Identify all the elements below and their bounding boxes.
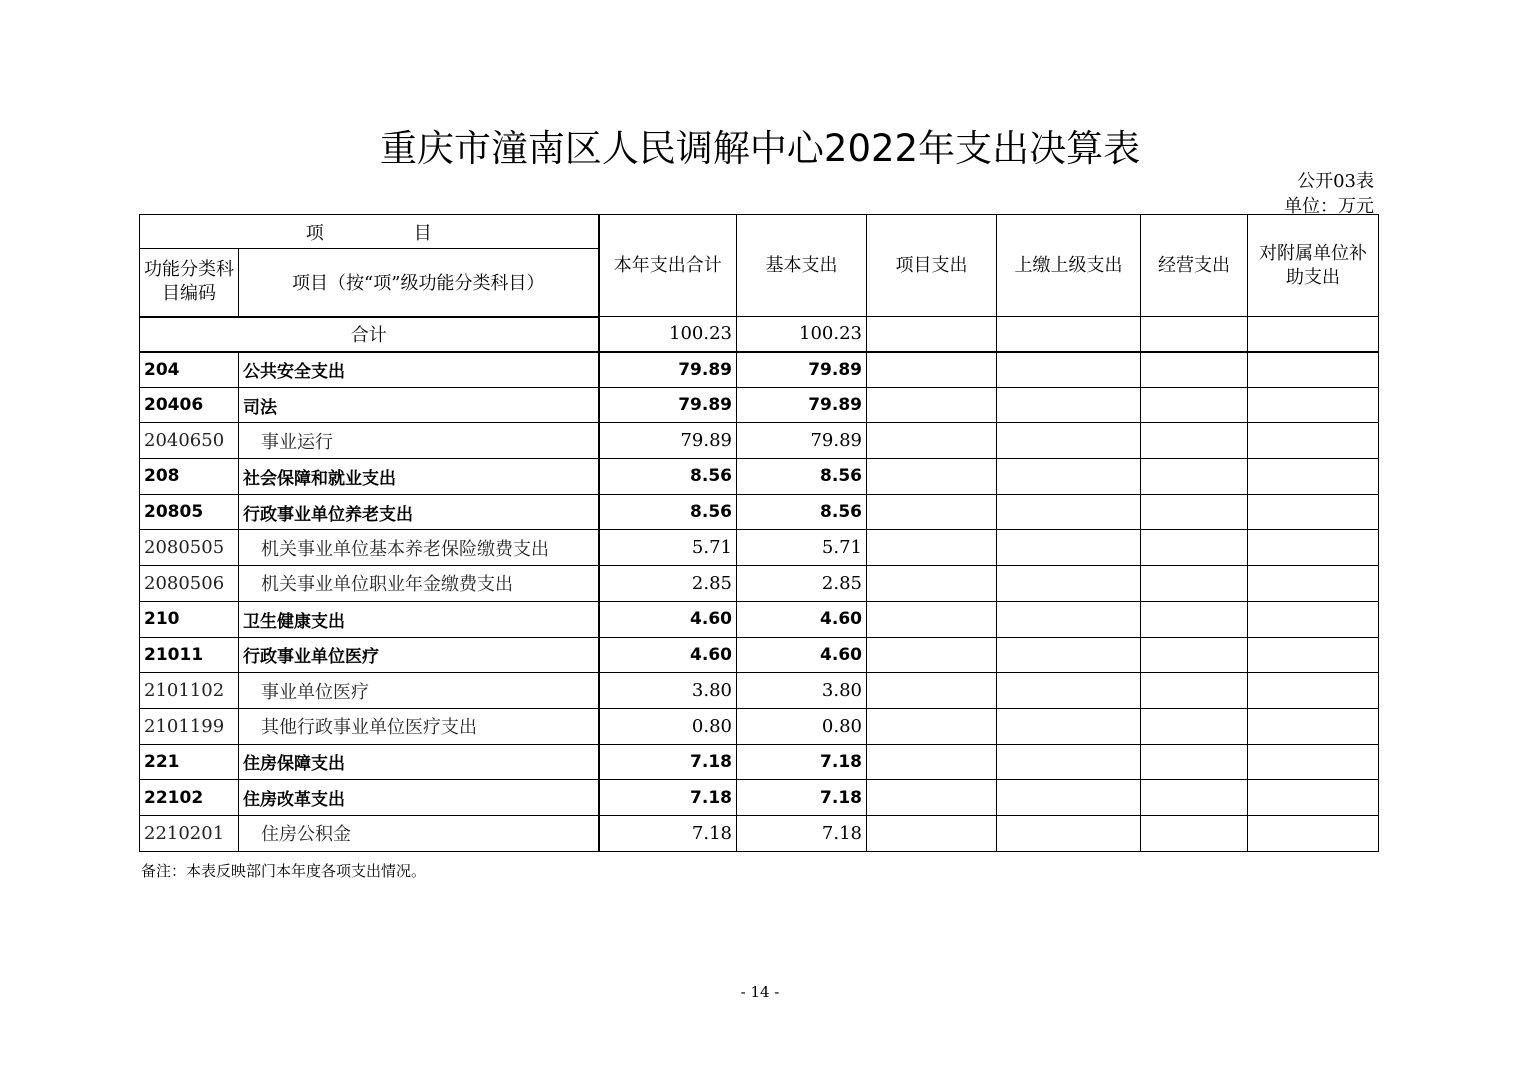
- code-cell: 2040650: [140, 423, 239, 459]
- table-row: [140, 744, 1379, 780]
- table-row: [140, 494, 1379, 530]
- total-cell: 8.56: [599, 494, 737, 530]
- empty-cell: [997, 566, 1141, 602]
- empty-cell: [1248, 637, 1379, 673]
- name-cell: 机关事业单位职业年金缴费支出: [239, 566, 599, 602]
- empty-cell: [1141, 637, 1248, 673]
- empty-cell: [1248, 387, 1379, 423]
- empty-cell: [997, 637, 1141, 673]
- empty-cell: [1248, 601, 1379, 637]
- empty-cell: [1248, 530, 1379, 566]
- basic-cell: 8.56: [737, 459, 867, 495]
- empty-cell: [1248, 815, 1379, 851]
- empty-cell: [1248, 744, 1379, 780]
- page-title: 重庆市潼南区人民调解中心2022年支出决算表: [379, 127, 1141, 170]
- empty-cell: [1141, 494, 1248, 530]
- empty-cell: [867, 530, 997, 566]
- basic-cell: 3.80: [737, 673, 867, 709]
- empty-cell: [1141, 673, 1248, 709]
- code-cell: 221: [140, 744, 239, 780]
- footnote: 备注：本表反映部门本年度各项支出情况。: [141, 862, 427, 880]
- header-item-name: 项目（按“项”级功能分类科目）: [239, 249, 599, 317]
- basic-cell: 79.89: [737, 387, 867, 423]
- total-cell: 0.80: [599, 708, 737, 744]
- total-cell: 3.80: [599, 673, 737, 709]
- table-row: [140, 566, 1379, 602]
- total-cell: 79.89: [599, 387, 737, 423]
- name-cell: 住房改革支出: [239, 780, 599, 816]
- name-cell: 事业运行: [239, 423, 599, 459]
- empty-cell: [867, 317, 997, 352]
- empty-cell: [997, 673, 1141, 709]
- table-row: [140, 673, 1379, 709]
- empty-cell: [997, 530, 1141, 566]
- empty-cell: [997, 387, 1141, 423]
- basic-cell: 7.18: [737, 780, 867, 816]
- empty-cell: [1248, 708, 1379, 744]
- basic-cell: 7.18: [737, 815, 867, 851]
- empty-cell: [997, 423, 1141, 459]
- empty-cell: [1248, 459, 1379, 495]
- code-cell: 21011: [140, 637, 239, 673]
- empty-cell: [867, 423, 997, 459]
- empty-cell: [997, 815, 1141, 851]
- empty-cell: [1141, 744, 1248, 780]
- header-item-group: 项 目: [140, 215, 599, 249]
- code-cell: 2101102: [140, 673, 239, 709]
- empty-cell: [867, 352, 997, 388]
- table-row: [140, 601, 1379, 637]
- basic-cell: 2.85: [737, 566, 867, 602]
- basic-cell: 4.60: [737, 601, 867, 637]
- code-cell: 2080505: [140, 530, 239, 566]
- total-cell: 7.18: [599, 780, 737, 816]
- empty-cell: [1141, 459, 1248, 495]
- basic-cell: 0.80: [737, 708, 867, 744]
- name-cell: 卫生健康支出: [239, 601, 599, 637]
- empty-cell: [1248, 494, 1379, 530]
- basic-cell: 8.56: [737, 494, 867, 530]
- code-cell: 208: [140, 459, 239, 495]
- header-upper: 上缴上级支出: [997, 215, 1141, 317]
- name-cell: 事业单位医疗: [239, 673, 599, 709]
- table-row: [140, 352, 1379, 388]
- empty-cell: [1141, 352, 1248, 388]
- expenditure-table: [139, 214, 1379, 852]
- total-cell: 79.89: [599, 352, 737, 388]
- empty-cell: [1141, 387, 1248, 423]
- total-sum: 100.23: [599, 317, 737, 352]
- empty-cell: [1248, 317, 1379, 352]
- empty-cell: [867, 815, 997, 851]
- name-cell: 住房保障支出: [239, 744, 599, 780]
- empty-cell: [997, 601, 1141, 637]
- empty-cell: [997, 494, 1141, 530]
- empty-cell: [1248, 780, 1379, 816]
- empty-cell: [867, 708, 997, 744]
- name-cell: 行政事业单位养老支出: [239, 494, 599, 530]
- empty-cell: [1141, 780, 1248, 816]
- empty-cell: [867, 637, 997, 673]
- basic-cell: 7.18: [737, 744, 867, 780]
- basic-cell: 5.71: [737, 530, 867, 566]
- header-basic: 基本支出: [737, 215, 867, 317]
- empty-cell: [867, 494, 997, 530]
- total-cell: 8.56: [599, 459, 737, 495]
- name-cell: 公共安全支出: [239, 352, 599, 388]
- header-project: 项目支出: [867, 215, 997, 317]
- table-row: [140, 387, 1379, 423]
- form-number: 公开03表: [1297, 171, 1374, 192]
- empty-cell: [867, 566, 997, 602]
- name-cell: 机关事业单位基本养老保险缴费支出: [239, 530, 599, 566]
- code-cell: 2101199: [140, 708, 239, 744]
- empty-cell: [997, 352, 1141, 388]
- empty-cell: [997, 708, 1141, 744]
- page-number: - 14 -: [740, 983, 780, 1001]
- empty-cell: [997, 317, 1141, 352]
- header-business: 经营支出: [1141, 215, 1248, 317]
- empty-cell: [997, 459, 1141, 495]
- table-row: [140, 780, 1379, 816]
- header-code: 功能分类科目编码: [140, 249, 239, 317]
- table-row: [140, 708, 1379, 744]
- total-label: 合计: [140, 317, 599, 352]
- table-row: [140, 815, 1379, 851]
- total-cell: 4.60: [599, 637, 737, 673]
- name-cell: 其他行政事业单位医疗支出: [239, 708, 599, 744]
- empty-cell: [997, 780, 1141, 816]
- empty-cell: [997, 744, 1141, 780]
- total-cell: 7.18: [599, 744, 737, 780]
- code-cell: 2210201: [140, 815, 239, 851]
- empty-cell: [1248, 673, 1379, 709]
- code-cell: 210: [140, 601, 239, 637]
- empty-cell: [1248, 566, 1379, 602]
- code-cell: 2080506: [140, 566, 239, 602]
- empty-cell: [867, 387, 997, 423]
- total-cell: 7.18: [599, 815, 737, 851]
- total-cell: 2.85: [599, 566, 737, 602]
- name-cell: 行政事业单位医疗: [239, 637, 599, 673]
- table-row: [140, 423, 1379, 459]
- empty-cell: [1141, 530, 1248, 566]
- basic-cell: 79.89: [737, 423, 867, 459]
- name-cell: 社会保障和就业支出: [239, 459, 599, 495]
- code-cell: 20406: [140, 387, 239, 423]
- empty-cell: [1141, 815, 1248, 851]
- empty-cell: [867, 744, 997, 780]
- empty-cell: [1141, 566, 1248, 602]
- table-row: [140, 530, 1379, 566]
- total-basic: 100.23: [737, 317, 867, 352]
- empty-cell: [867, 459, 997, 495]
- header-row-1: [140, 215, 1379, 249]
- empty-cell: [867, 601, 997, 637]
- total-cell: 5.71: [599, 530, 737, 566]
- total-row: [140, 317, 1379, 352]
- empty-cell: [867, 780, 997, 816]
- name-cell: 司法: [239, 387, 599, 423]
- empty-cell: [867, 673, 997, 709]
- empty-cell: [1248, 352, 1379, 388]
- code-cell: 22102: [140, 780, 239, 816]
- empty-cell: [1248, 423, 1379, 459]
- empty-cell: [1141, 317, 1248, 352]
- unit-label: 单位：万元: [1284, 196, 1374, 217]
- header-subsidy: 对附属单位补助支出: [1248, 215, 1379, 317]
- basic-cell: 79.89: [737, 352, 867, 388]
- name-cell: 住房公积金: [239, 815, 599, 851]
- code-cell: 20805: [140, 494, 239, 530]
- code-cell: 204: [140, 352, 239, 388]
- table-row: [140, 459, 1379, 495]
- total-cell: 79.89: [599, 423, 737, 459]
- empty-cell: [1141, 423, 1248, 459]
- header-total: 本年支出合计: [599, 215, 737, 317]
- basic-cell: 4.60: [737, 637, 867, 673]
- total-cell: 4.60: [599, 601, 737, 637]
- empty-cell: [1141, 601, 1248, 637]
- table-row: [140, 637, 1379, 673]
- empty-cell: [1141, 708, 1248, 744]
